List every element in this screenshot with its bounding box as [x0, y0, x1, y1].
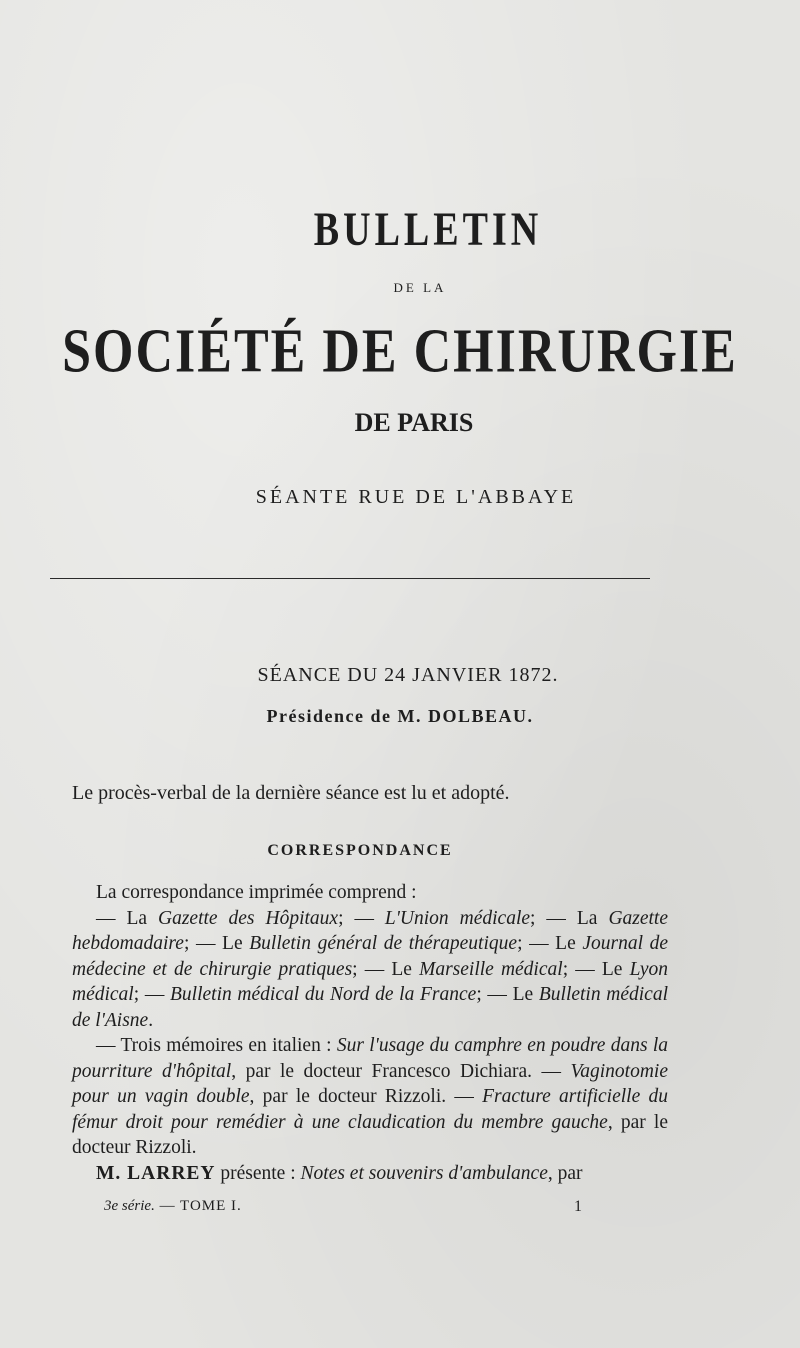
title-de-la: DE LA [393, 280, 447, 295]
title-bulletin: BULLETIN [313, 203, 543, 257]
footer-series-tome: 3e série. — TOME I. [104, 1198, 242, 1214]
session-presidence: Présidence de M. DOLBEAU. [266, 706, 534, 726]
title-societe: SOCIÉTÉ DE CHIRURGIE [62, 317, 738, 386]
title-de-paris: DE PARIS [354, 408, 474, 437]
proces-verbal-line: Le procès-verbal de la dernière séance est lu et adopté. [72, 782, 510, 804]
subtitle-seante: SÉANTE RUE DE L'ABBAYE [255, 486, 577, 508]
paragraph-correspondance-intro: La correspondance imprimée comprend : [96, 882, 417, 903]
paragraph-italian-memoirs: — Trois mémoires en italien : Sur l'usage du camphre en poudre dans la pourriture d'hôpital, par le docteur Francesco Dichiara. — Vaginotomie pour un vagin double, par le docteur Rizzoli. — Fracture artificielle du fémur droit pour remédier à une claudication du membre gauche, par le docteur Rizzoli. [72, 1035, 669, 1158]
body-text [72, 880, 668, 1186]
session-date: SÉANCE DU 24 JANVIER 1872. [257, 664, 559, 686]
paragraph-larrey: M. LARREY présente : Notes et souvenirs d'ambulance, par [96, 1162, 583, 1184]
horizontal-rule [50, 578, 650, 579]
paragraph-journals-list: — La Gazette des Hôpitaux; — L'Union médicale; — La Gazette hebdomadaire; — Le Bulletin général de thérapeutique; — Le Journal de médecine et de chirurgie pratiques; — Le Marseille médical; — Le Lyon médical; — Bulletin médical du Nord de la France; — Le Bulletin médical de l'Aisne. [72, 907, 669, 1031]
page-number: 1 [574, 1198, 582, 1215]
section-heading-correspondance: CORRESPONDANCE [267, 842, 453, 859]
